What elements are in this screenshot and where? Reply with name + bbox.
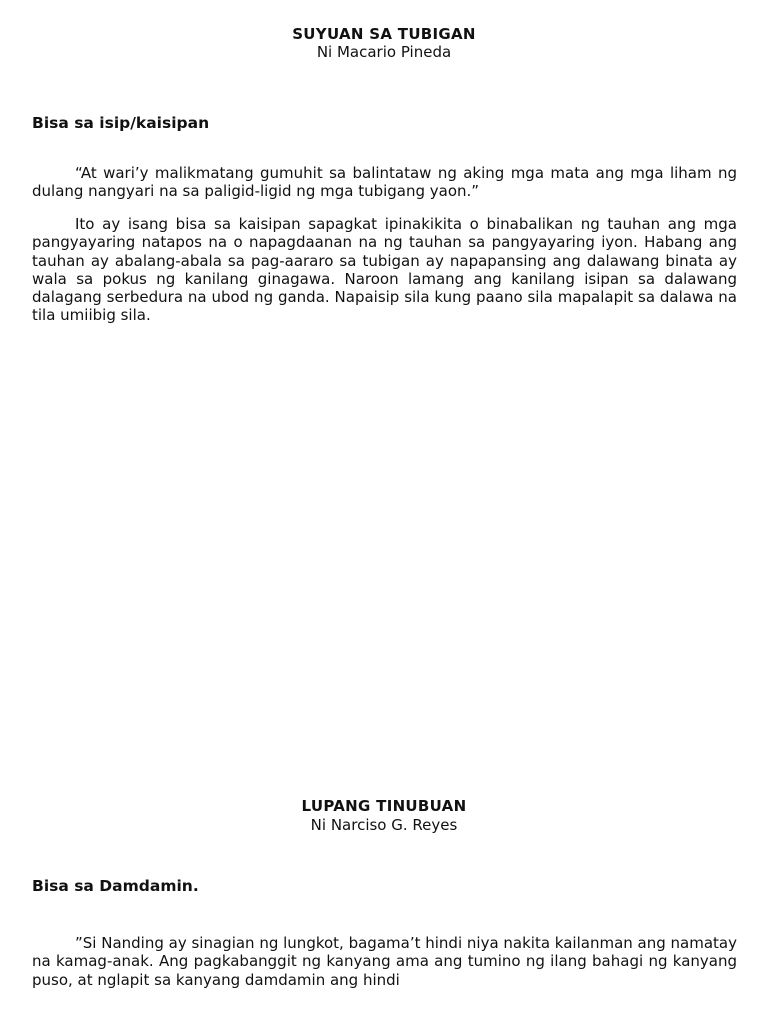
section-heading-damdamin: Bisa sa Damdamin. bbox=[32, 877, 199, 895]
story-author-2: Ni Narciso G. Reyes bbox=[310, 816, 458, 834]
story-author-1: Ni Macario Pineda bbox=[316, 43, 452, 61]
quote-paragraph-1: “At wari’y malikmatang gumuhit sa balintataw ng aking mga mata ang mga liham ng dulang nangyari na sa paligid-ligid ng mga tubigang yaon.” bbox=[32, 164, 737, 201]
section-heading-kaisipan: Bisa sa isip/kaisipan bbox=[32, 114, 210, 132]
explanation-paragraph-1: Ito ay isang bisa sa kaisipan sapagkat ipinakikita o binabalikan ng tauhan ang mga pangyayaring natapos na o napagdaanan na ng tauhan sa pangyayaring iyon. Habang ang tauhan ay abalang-abala sa pag-aararo sa tubigan ay napapansing ang dalawang binata ay wala sa pokus ng kanilang ginagawa. Naroon lamang ang kanilang isipan sa dalawang dalagang serbedura na ubod ng ganda. Napaisip sila kung paano sila mapalapit sa dalawa na tila umiibig sila. bbox=[32, 215, 737, 325]
story-title-1: SUYUAN SA TUBIGAN bbox=[292, 25, 476, 43]
story-title-2: LUPANG TINUBUAN bbox=[301, 797, 467, 815]
quote-paragraph-2: ”Si Nanding ay sinagian ng lungkot, bagama’t hindi niya nakita kailanman ang namatay na kamag-anak. Ang pagkabanggit ng kanyang ama ang tumino ng ilang bahagi ng kanyang puso, at nglapit sa kanyang damdamin ang hindi bbox=[32, 934, 737, 989]
